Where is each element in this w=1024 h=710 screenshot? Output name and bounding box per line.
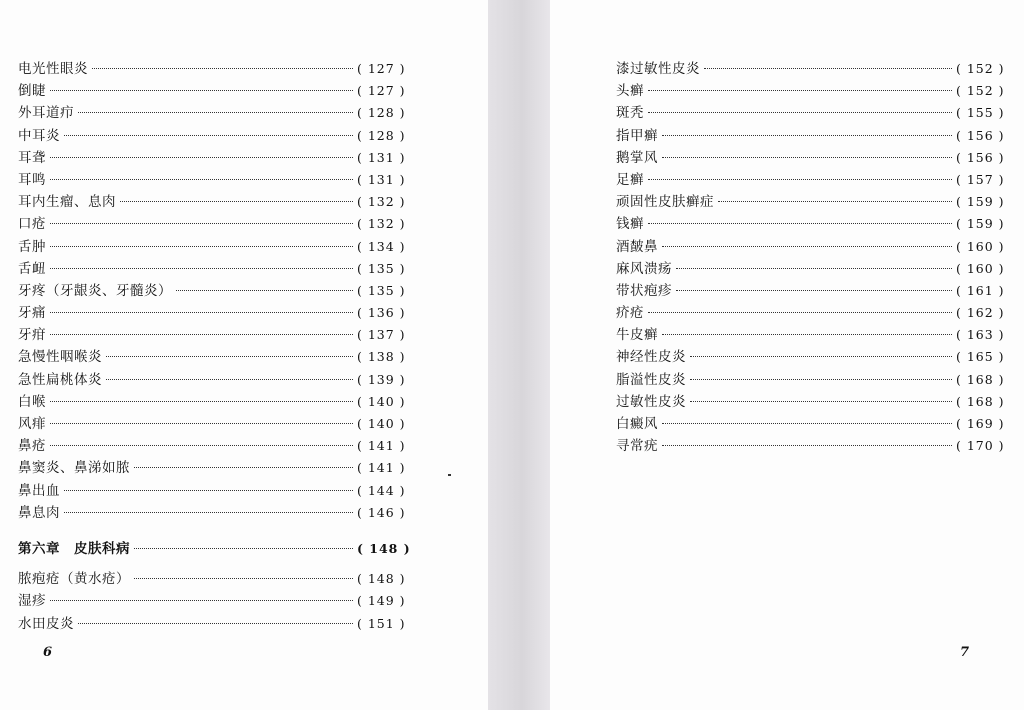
entry-title: 第六章 皮肤科病 [18,540,130,557]
entry-page-number: ( 152 ) [956,61,1005,76]
entry-title: 麻风溃疡 [616,260,672,277]
dot-leader [704,67,952,69]
toc-entry [18,280,406,302]
toc-entry [616,324,1005,346]
entry-page-number: ( 148 ) [357,571,406,587]
entry-page-number: ( 151 ) [357,615,406,631]
page-number-left: 6 [43,645,53,660]
toc-entry [18,58,406,80]
toc-entry [18,502,406,524]
entry-title: 顽固性皮肤癣症 [616,194,714,211]
entry-title: 鼻疮 [18,438,46,455]
toc-entry [18,302,406,324]
dot-leader [690,378,952,380]
left-page [0,0,488,710]
entry-title: 电光性眼炎 [18,61,88,77]
toc-entry [616,369,1005,391]
entry-title: 酒皶鼻 [616,238,658,255]
book-gutter [488,0,550,710]
toc-entry [616,191,1005,213]
dot-leader [662,333,952,335]
entry-page-number: ( 159 ) [956,216,1005,232]
toc-entry [18,590,406,612]
entry-title: 疥疮 [616,305,644,322]
chapter-heading [18,538,411,560]
dot-leader [648,222,952,224]
dot-leader [50,333,353,335]
entry-page-number: ( 139 ) [357,371,406,387]
entry-title: 白癜风 [616,416,658,432]
entry-page-number: ( 163 ) [956,327,1005,343]
dot-leader [134,577,353,579]
entry-page-number: ( 132 ) [357,216,406,232]
dot-leader [78,622,353,624]
dot-leader [50,222,353,224]
dot-leader [676,267,952,269]
entry-page-number: ( 144 ) [357,482,406,498]
dot-leader [50,89,353,91]
entry-title: 指甲癣 [616,127,658,144]
dot-leader [92,67,353,69]
dot-leader [50,599,353,601]
dot-leader [648,89,952,91]
page-number-right: 7 [960,645,970,660]
entry-title: 斑秃 [616,105,644,122]
entry-title: 牛皮癣 [616,327,658,344]
toc-entry [18,413,406,435]
entry-page-number: ( 140 ) [357,393,406,409]
entry-page-number: ( 141 ) [357,438,406,454]
toc-entry [616,391,1005,413]
right-page [550,0,1024,710]
toc-entry [616,435,1005,457]
dot-leader [662,156,952,158]
toc-entry [616,125,1005,147]
dot-leader [64,134,353,136]
entry-page-number: ( 148 ) [357,540,411,556]
toc-entry [18,125,406,147]
toc-entry [18,324,406,346]
dot-leader [718,200,952,202]
dot-leader [106,378,353,380]
dot-leader [662,134,952,136]
toc-entry [616,169,1005,191]
entry-page-number: ( 161 ) [956,282,1005,298]
table-of-contents-left [18,58,411,635]
entry-page-number: ( 131 ) [357,149,406,165]
toc-entry [18,457,406,479]
toc-entry [18,80,406,102]
toc-entry [616,302,1005,324]
entry-page-number: ( 149 ) [357,593,406,609]
entry-title: 足癣 [616,171,644,188]
entry-page-number: ( 168 ) [956,393,1005,409]
dot-leader [662,422,952,424]
toc-entry [18,236,406,258]
entry-title: 头癣 [616,83,644,100]
entry-title: 带状疱疹 [616,282,672,299]
entry-title: 水田皮炎 [18,615,74,632]
dot-leader [50,178,353,180]
dot-leader [50,311,353,313]
dot-leader [50,422,353,424]
entry-page-number: ( 160 ) [956,260,1005,276]
entry-title: 鼻窦炎、鼻涕如脓 [18,460,130,477]
toc-entry [18,391,406,413]
table-of-contents-right [616,58,1005,457]
toc-entry [18,102,406,124]
toc-entry [18,369,406,391]
entry-title: 倒睫 [18,83,46,100]
entry-page-number: ( 160 ) [956,238,1005,254]
dot-leader [176,289,353,291]
entry-page-number: ( 141 ) [357,460,406,476]
entry-title: 钱癣 [616,216,644,233]
entry-title: 漆过敏性皮炎 [616,61,700,77]
toc-entry [18,258,406,280]
dot-leader [648,311,952,313]
dot-leader [120,200,353,202]
print-speck [448,474,451,476]
entry-title: 耳内生瘤、息肉 [18,194,116,211]
dot-leader [106,355,353,357]
entry-page-number: ( 156 ) [956,127,1005,143]
entry-page-number: ( 135 ) [357,260,406,276]
toc-entry [616,280,1005,302]
dot-leader [50,400,353,402]
toc-entry [616,236,1005,258]
toc-entry [18,147,406,169]
entry-title: 中耳炎 [18,127,60,144]
entry-title: 鼻息肉 [18,504,60,521]
toc-entry [616,258,1005,280]
entry-page-number: ( 128 ) [357,105,406,121]
entry-page-number: ( 137 ) [357,327,406,343]
entry-title: 急性扁桃体炎 [18,371,102,388]
entry-page-number: ( 152 ) [956,83,1005,99]
toc-entry [18,169,406,191]
dot-leader [78,111,353,113]
entry-page-number: ( 135 ) [357,282,406,298]
entry-title: 鼻出血 [18,482,60,499]
entry-page-number: ( 134 ) [357,238,406,254]
entry-page-number: ( 146 ) [357,504,406,520]
dot-leader [662,245,952,247]
entry-title: 耳聋 [18,149,46,166]
entry-page-number: ( 127 ) [357,61,406,76]
entry-title: 风痱 [18,416,46,432]
entry-page-number: ( 165 ) [956,349,1005,365]
dot-leader [50,267,353,269]
entry-page-number: ( 169 ) [956,416,1005,431]
toc-entry [18,213,406,235]
entry-title: 鹅掌风 [616,149,658,166]
toc-entry [18,346,406,368]
dot-leader [50,245,353,247]
dot-leader [662,444,952,446]
toc-entry [616,80,1005,102]
entry-title: 神经性皮炎 [616,349,686,366]
entry-page-number: ( 127 ) [357,83,406,99]
dot-leader [50,156,353,158]
dot-leader [648,111,952,113]
toc-entry [616,413,1005,435]
entry-title: 耳鸣 [18,171,46,188]
entry-title: 湿疹 [18,593,46,610]
entry-page-number: ( 170 ) [956,438,1005,454]
dot-leader [690,400,952,402]
entry-title: 舌衄 [18,260,46,277]
entry-title: 脂溢性皮炎 [616,371,686,388]
toc-entry [18,191,406,213]
entry-page-number: ( 132 ) [357,194,406,210]
entry-page-number: ( 136 ) [357,305,406,321]
entry-page-number: ( 155 ) [956,105,1005,121]
toc-entry [616,346,1005,368]
entry-title: 脓疱疮（黄水疮） [18,571,130,588]
toc-entry [616,58,1005,80]
entry-title: 舌肿 [18,238,46,255]
entry-title: 牙疳 [18,327,46,344]
dot-leader [690,355,952,357]
entry-title: 过敏性皮炎 [616,393,686,410]
entry-title: 牙痛 [18,305,46,322]
entry-title: 寻常疣 [616,438,658,455]
toc-entry [616,102,1005,124]
entry-page-number: ( 138 ) [357,349,406,365]
dot-leader [64,511,353,513]
dot-leader [134,466,353,468]
entry-page-number: ( 159 ) [956,194,1005,210]
toc-entry [616,147,1005,169]
dot-leader [50,444,353,446]
dot-leader [64,489,353,491]
toc-entry [18,613,406,635]
dot-leader [648,178,952,180]
entry-page-number: ( 168 ) [956,371,1005,387]
entry-page-number: ( 128 ) [357,127,406,143]
entry-title: 口疮 [18,216,46,233]
toc-entry [18,568,406,590]
entry-page-number: ( 162 ) [956,305,1005,321]
entry-title: 急慢性咽喉炎 [18,349,102,366]
entry-title: 白喉 [18,393,46,410]
toc-entry [18,480,406,502]
toc-entry [18,435,406,457]
entry-title: 牙疼（牙龈炎、牙髓炎） [18,282,172,299]
dot-leader [134,547,353,549]
toc-entry [616,213,1005,235]
entry-page-number: ( 156 ) [956,149,1005,165]
entry-page-number: ( 140 ) [357,416,406,431]
entry-page-number: ( 131 ) [357,171,406,187]
entry-title: 外耳道疖 [18,105,74,122]
entry-page-number: ( 157 ) [956,171,1005,187]
dot-leader [676,289,952,291]
